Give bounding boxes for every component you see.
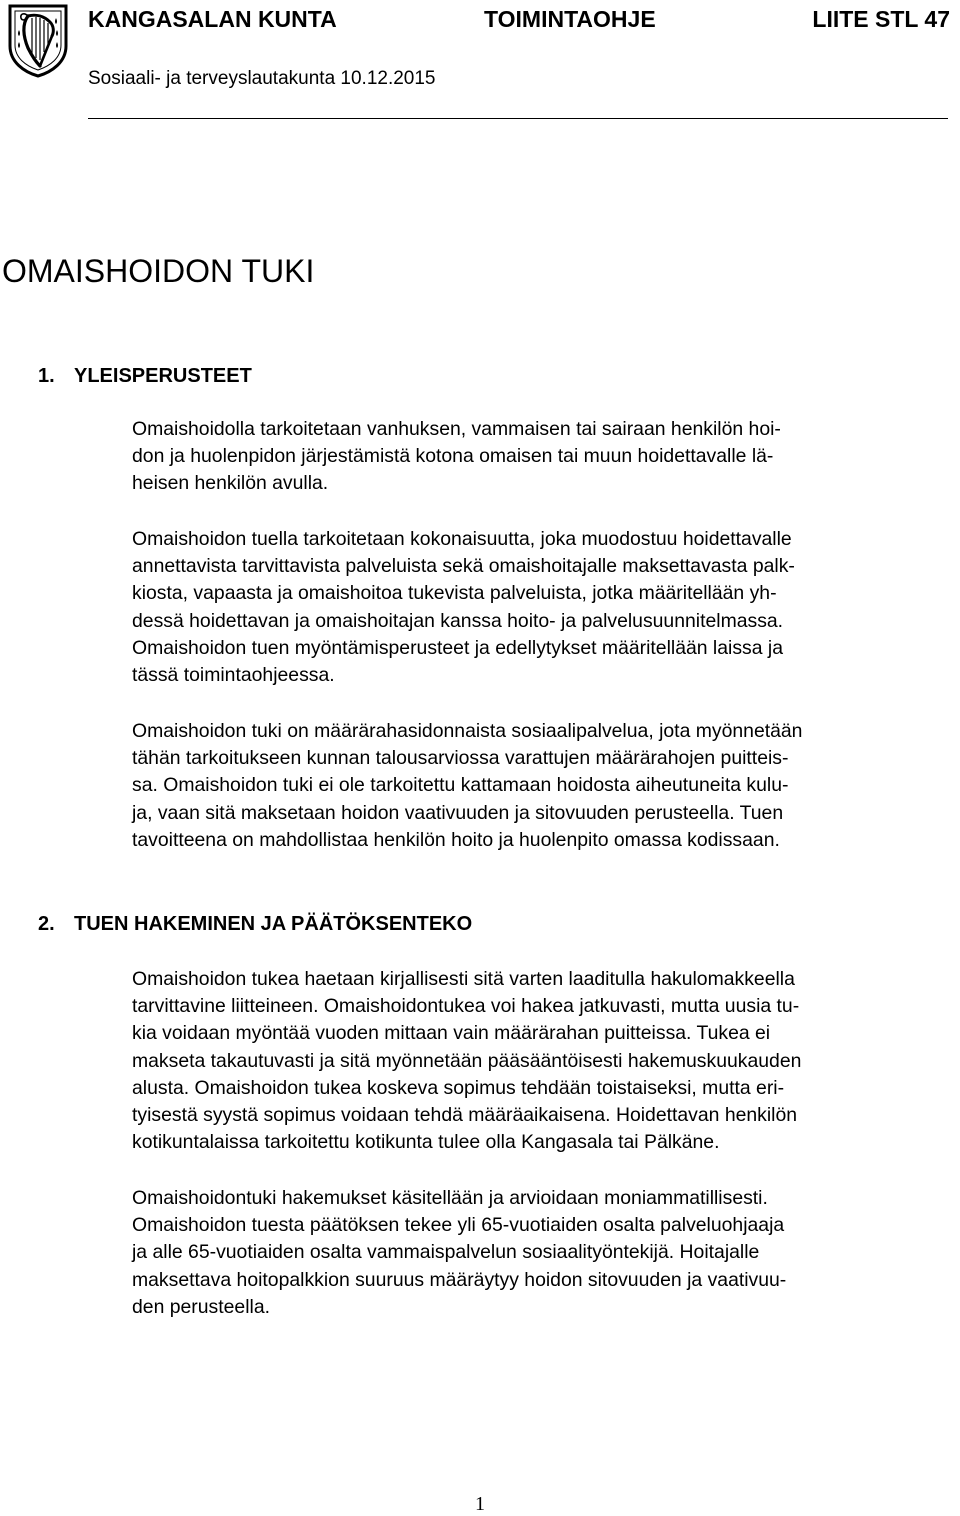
- text-line: Omaishoidon tuki on määrärahasidonnaista sosiaalipalvelua, jota myönnetään: [132, 720, 803, 742]
- text-line: annettavista tarvittavista palveluista sekä omaishoitajalle maksettavasta palk-: [132, 555, 795, 578]
- section-heading-1: [38, 363, 252, 389]
- text-line: kia voidaan myöntää vuoden mittaan vain määrärahan puitteissa. Tukea ei: [132, 1022, 771, 1045]
- text-line: Omaishoidon tuesta päätöksen tekee yli 65-vuotiaiden osalta palveluohjaaja: [132, 1214, 785, 1237]
- text-line: tyisestä syystä sopimus voidaan tehdä määräaikaisena. Hoidettavan henkilön: [132, 1103, 798, 1126]
- section-title: TUEN HAKEMINEN JA PÄÄTÖKSENTEKO: [74, 913, 473, 935]
- paragraph: [132, 526, 795, 689]
- text-line: sa. Omaishoidon tuki ei ole tarkoitettu kattamaan hoidosta aiheutuneita kulu-: [132, 774, 789, 797]
- section-title: YLEISPERUSTEET: [74, 365, 252, 387]
- document-type: TOIMINTAOHJE: [484, 6, 656, 32]
- text-line: tässä toimintaohjeessa.: [132, 663, 335, 686]
- page-number: 1: [475, 1493, 485, 1515]
- text-line: ja alle 65-vuotiaiden osalta vammaispalvelun sosiaalityöntekijä. Hoitajalle: [132, 1241, 760, 1264]
- text-line: maksettava hoitopalkkion suuruus määräytyy hoidon sitovuuden ja vaativuu-: [132, 1268, 787, 1291]
- text-line: ja, vaan sitä maksetaan hoidon vaativuuden ja sitovuuden perusteella. Tuen: [132, 801, 784, 824]
- section-number: 2.: [38, 913, 55, 935]
- municipal-coat-of-arms-logo: [6, 2, 70, 78]
- document-title: OMAISHOIDON TUKI: [2, 253, 315, 289]
- text-line: don ja huolenpidon järjestämistä kotona omaisen tai muun hoidettavalle lä-: [132, 445, 774, 468]
- text-line: Omaishoidontuki hakemukset käsitellään ja arvioidaan moniammatillisesti.: [132, 1187, 768, 1209]
- text-line: kiosta, vapaasta ja omaishoitoa tukevista palveluista, jotka määritellään yh-: [132, 582, 777, 605]
- paragraph: [132, 718, 802, 854]
- paragraph: [132, 1185, 786, 1321]
- section-heading-2: [38, 911, 472, 937]
- attachment-label: LIITE STL 47: [812, 6, 950, 32]
- text-line: tähän tarkoitukseen kunnan talousarviossa varattujen määrärahojen puitteis-: [132, 747, 789, 770]
- committee-date: Sosiaali- ja terveyslautakunta 10.12.2015: [88, 68, 436, 89]
- text-line: Omaishoidon tuen myöntämisperusteet ja edellytykset määritellään laissa ja: [132, 636, 783, 659]
- text-line: Omaishoidon tukea haetaan kirjallisesti sitä varten laaditulla hakulomakkeella: [132, 968, 795, 990]
- text-line: heisen henkilön avulla.: [132, 472, 329, 495]
- text-line: dessä hoidettavan ja omaishoitajan kanssa hoito- ja palvelusuunnitelmassa.: [132, 609, 784, 632]
- text-line: Omaishoidolla tarkoitetaan vanhuksen, vammaisen tai sairaan henkilön hoi-: [132, 418, 781, 440]
- text-line: tarvittavine liitteineen. Omaishoidontukea voi hakea jatkuvasti, mutta uusia tu-: [132, 995, 800, 1018]
- section-number: 1.: [38, 365, 55, 387]
- organization-name: KANGASALAN KUNTA: [88, 6, 337, 32]
- paragraph: [132, 416, 781, 498]
- text-line: alusta. Omaishoidon tukea koskeva sopimus tehdään toistaiseksi, mutta eri-: [132, 1076, 785, 1099]
- text-line: makseta takautuvasti ja sitä myönnetään pääsääntöisesti hakemuskuukauden: [132, 1049, 802, 1072]
- paragraph: [132, 966, 801, 1156]
- header-divider: [88, 118, 948, 119]
- text-line: den perusteella.: [132, 1295, 270, 1318]
- text-line: Omaishoidon tuella tarkoitetaan kokonaisuutta, joka muodostuu hoidettavalle: [132, 528, 792, 550]
- text-line: tavoitteena on mahdollistaa henkilön hoito ja huolenpito omassa kodissaan.: [132, 828, 780, 851]
- text-line: kotikuntalaissa tarkoitettu kotikunta tulee olla Kangasala tai Pälkäne.: [132, 1131, 720, 1154]
